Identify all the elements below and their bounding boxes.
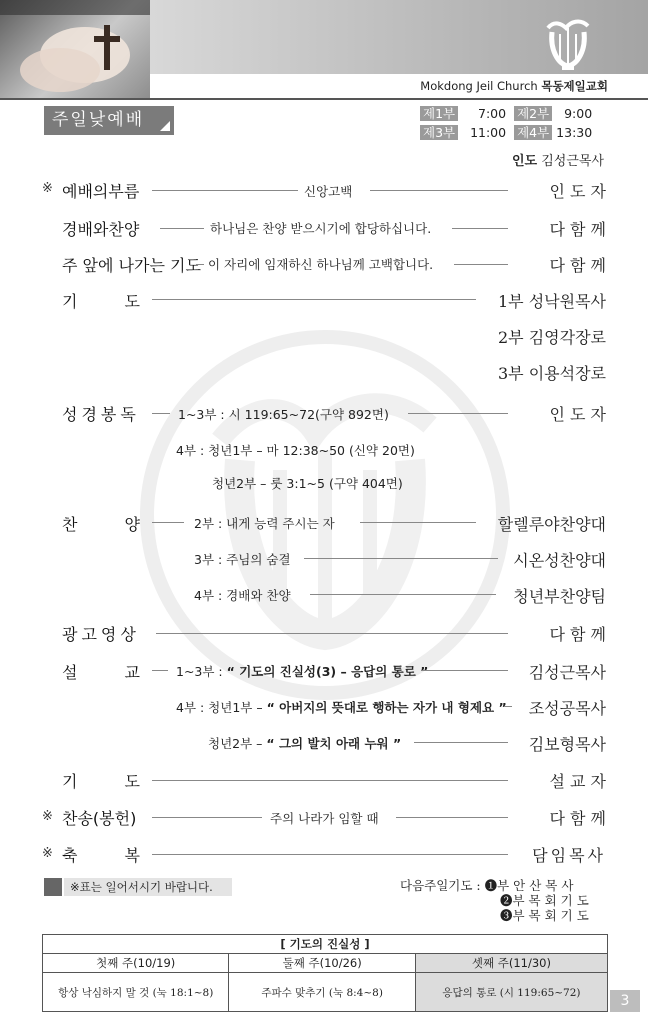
table-row: [43, 973, 608, 1012]
header-divider: [0, 98, 648, 100]
time-value-4: 13:30: [556, 125, 593, 140]
service-times: [420, 104, 592, 142]
scripture-line-3: 청년2부 – 룻 3:1~5 (구약 404면): [212, 476, 403, 491]
time-value-3: 11:00: [470, 125, 507, 140]
scripture-line-2: 4부 : 청년1부 – 마 12:38~50 (신약 20면): [176, 443, 415, 458]
scripture-leader-line-1: [152, 413, 170, 414]
call-leader-line-1: [152, 190, 298, 191]
offering-leader-line: [156, 633, 508, 634]
sermon-speaker-2: 조성공목사: [528, 699, 606, 718]
prayer-right-2: 2부 김영각장로: [497, 328, 606, 347]
next-prayer-item-2: ❷부 목 회 기 도: [500, 893, 589, 908]
anthem-label: 찬 양: [62, 515, 140, 534]
anthem-item-2: 3부 : 주님의 숨결: [194, 552, 291, 567]
service-times-row-2: [420, 123, 592, 142]
offering-right: 다 함 께: [549, 625, 606, 644]
call-right: 인 도 자: [549, 182, 606, 201]
table-header-cell: 셋째 주(11/30): [415, 954, 607, 973]
next-prayer-row-1: [400, 878, 589, 893]
leader-label: 인도: [511, 154, 538, 169]
praise-leader-line-2: [452, 228, 508, 229]
scripture-leader-line-2: [408, 413, 508, 414]
blessing-leader-line: [152, 854, 508, 855]
corner-mark-icon: [160, 121, 170, 131]
sermon-title-1: “ 기도의 진실성(3) – 응답의 통로 ”: [226, 664, 429, 679]
scripture-right: 인 도 자: [549, 405, 606, 424]
blessing-label: 축 복: [62, 846, 140, 865]
header-photo: [0, 0, 150, 100]
next-prayer: [400, 878, 589, 923]
praise-label: 경배와찬양: [62, 220, 140, 239]
praise-middle: 하나님은 찬양 받으시기에 합당하십니다.: [210, 221, 432, 236]
approach-leader-line-1: [196, 264, 204, 265]
prayer2-right: 설 교 자: [549, 772, 606, 791]
prayer-leader-line: [152, 299, 476, 300]
table-title-row: [43, 935, 608, 954]
hymn-label: 찬송(봉헌): [62, 809, 137, 828]
sermon-speaker-1: 김성근목사: [528, 663, 606, 682]
approach-label: 주 앞에 나가는 기도: [62, 256, 201, 275]
table-header-cell: 첫째 주(10/19): [43, 954, 229, 973]
table-header-cell: 둘째 주(10/26): [229, 954, 415, 973]
offering-label: 광고영상: [62, 625, 140, 644]
hymn-leader-line-1: [152, 817, 262, 818]
table-cell: 항상 낙심하지 말 것 (눅 18:1~8): [43, 973, 229, 1012]
stand-mark-blessing: ※: [42, 846, 53, 861]
anthem-leader-line-3: [304, 558, 498, 559]
service-leader: [512, 150, 604, 169]
table-cell: 주파수 맞추기 (눅 8:4~8): [229, 973, 415, 1012]
anthem-choir-3: 청년부찬양팀: [513, 587, 606, 606]
sermon-prefix-3: 청년2부 –: [208, 736, 267, 751]
sermon-leader-line-2: [422, 670, 508, 671]
next-prayer-item-3: ❸부 목 회 기 도: [500, 908, 589, 923]
church-name: [420, 78, 608, 94]
sermon-series-table: [42, 934, 608, 1012]
sermon-prefix-1: 1~3부 :: [176, 664, 227, 679]
hymn-middle: 주의 나라가 임할 때: [270, 811, 379, 826]
sermon-title-3: “ 그의 발치 아래 누워 ”: [266, 736, 402, 751]
hymn-leader-line-2: [396, 817, 508, 818]
page-number: 3: [610, 990, 640, 1012]
prayer2-label: 기 도: [62, 772, 140, 791]
approach-leader-line-2: [454, 264, 508, 265]
table-cell: 응답의 통로 (시 119:65~72): [415, 973, 607, 1012]
anthem-choir-1: 할렐루야찬양대: [497, 515, 606, 534]
church-name-en: Mokdong Jeil Church: [420, 79, 538, 93]
anthem-leader-line-4: [310, 594, 496, 595]
time-label-4: 제4부: [514, 125, 552, 140]
church-name-ko: 목동제일교회: [541, 79, 608, 93]
sermon-prefix-2: 4부 : 청년1부 –: [176, 700, 267, 715]
prayer-label: 기 도: [62, 292, 140, 311]
call-middle: 신앙고백: [304, 184, 353, 199]
approach-middle: 이 자리에 임재하신 하나님께 고백합니다.: [208, 257, 434, 272]
anthem-leader-line-2: [360, 522, 476, 523]
anthem-leader-line-1: [152, 522, 184, 523]
next-prayer-item-1: ❶부 안 산 목 사: [484, 878, 574, 893]
call-label: 예배의부름: [62, 182, 140, 201]
call-leader-line-2: [370, 190, 508, 191]
time-value-1: 7:00: [478, 106, 507, 121]
praise-leader-line-1: [160, 228, 204, 229]
next-prayer-label: 다음주일기도 :: [400, 878, 481, 893]
sermon-label: 설 교: [62, 663, 140, 682]
sermon-item-2: [176, 698, 507, 716]
blessing-right: 담임목사: [532, 846, 606, 865]
prayer-right-3: 3부 이용석장로: [497, 364, 606, 383]
sermon-speaker-3: 김보형목사: [528, 735, 606, 754]
time-label-3: 제3부: [420, 125, 458, 140]
notice-marker: [44, 878, 62, 896]
prayer2-leader-line: [152, 780, 508, 781]
leader-name: 김성근목사: [541, 154, 604, 169]
sermon-leader-line-3: [504, 706, 512, 707]
time-value-2: 9:00: [564, 106, 593, 121]
notice: ※표는 일어서시기 바랍니다.: [64, 878, 232, 896]
service-title-text: 주일낮예배: [52, 110, 145, 130]
service-times-row-1: [420, 104, 592, 123]
scripture-label: 성경봉독: [62, 405, 140, 424]
sermon-title-2: “ 아버지의 뜻대로 행하는 자가 내 형제요 ”: [266, 700, 507, 715]
sermon-leader-line-4: [414, 742, 508, 743]
sermon-item-1: [176, 662, 428, 680]
time-label-1: 제1부: [420, 106, 458, 121]
service-title: [44, 106, 174, 135]
lyre-icon: [540, 14, 596, 76]
table-title: [ 기도의 진실성 ]: [43, 935, 608, 954]
anthem-item-1: 2부 : 내게 능력 주시는 자: [194, 516, 335, 531]
praise-right: 다 함 께: [549, 220, 606, 239]
anthem-choir-2: 시온성찬양대: [513, 551, 606, 570]
scripture-line-1: 1~3부 : 시 119:65~72(구약 892면): [178, 407, 389, 422]
table-header-row: [43, 954, 608, 973]
prayer-right-1: 1부 성낙원목사: [497, 292, 606, 311]
stand-mark-hymn: ※: [42, 809, 53, 824]
approach-right: 다 함 께: [549, 256, 606, 275]
time-label-2: 제2부: [514, 106, 552, 121]
stand-mark-call: ※: [42, 181, 53, 196]
hymn-right: 다 함 께: [549, 809, 606, 828]
anthem-item-3: 4부 : 경배와 찬양: [194, 588, 291, 603]
sermon-item-3: [208, 734, 401, 752]
sermon-leader-line-1: [152, 670, 168, 671]
